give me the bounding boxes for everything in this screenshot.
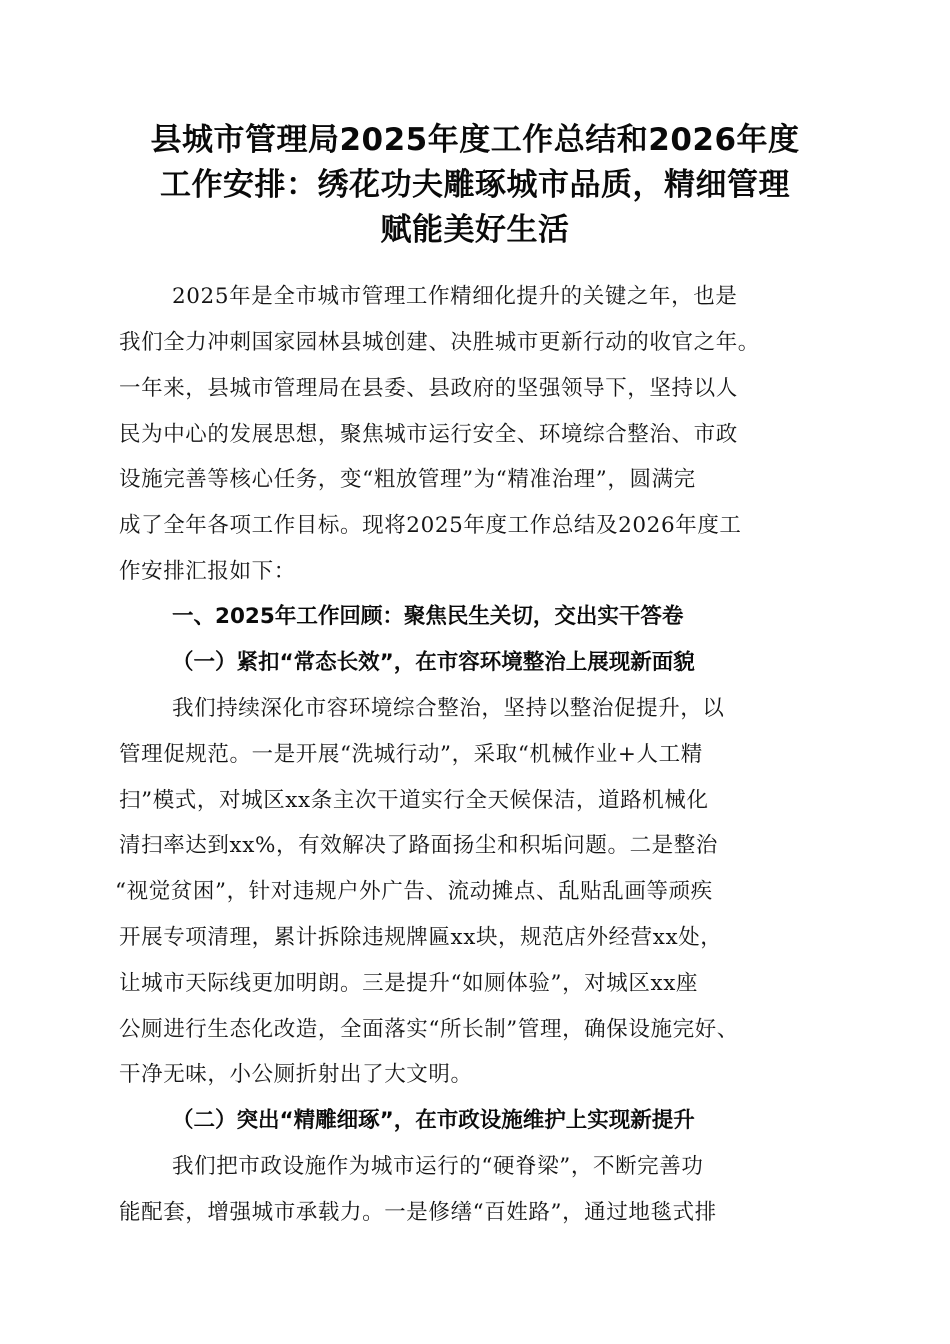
subsection-heading: （二）突出“精雕细琢”，在市政设施维护上实现新提升 [172, 1108, 695, 1133]
section-heading: 一、2025年工作回顾：聚焦民生关切，交出实干答卷 [172, 604, 684, 629]
subsection-heading: （一）紧扣“常态长效”，在市容环境整治上展现新面貌 [172, 650, 695, 675]
body-line: “视觉贫困”，针对违规户外广告、流动摊点、乱贴乱画等顽疾 [115, 879, 713, 904]
intro-line: 2025年是全市城市管理工作精细化提升的关键之年，也是 [172, 284, 738, 309]
body-line: 管理促规范。一是开展“洗城行动”，采取“机械作业+人工精 [119, 742, 703, 767]
intro-line: 一年来，县城市管理局在县委、县政府的坚强领导下，坚持以人 [119, 376, 738, 401]
title-line-1: 县城市管理局2025年度工作总结和2026年度 [150, 122, 800, 158]
intro-line: 作安排汇报如下： [119, 559, 296, 584]
document-title [100, 118, 850, 253]
body-line: 我们把市政设施作为城市运行的“硬脊梁”，不断完善功 [172, 1154, 704, 1179]
body-line: 公厕进行生态化改造，全面落实“所长制”管理，确保设施完好、 [119, 1017, 739, 1042]
intro-line: 我们全力冲刺国家园林县城创建、决胜城市更新行动的收官之年。 [119, 330, 760, 355]
title-line-2: 工作安排：绣花功夫雕琢城市品质，精细管理 [160, 167, 790, 203]
intro-line: 设施完善等核心任务，变“粗放管理”为“精准治理”，圆满完 [119, 467, 696, 492]
body-line: 扫”模式，对城区xx条主次干道实行全天候保洁，道路机械化 [119, 788, 709, 813]
intro-line: 成了全年各项工作目标。现将2025年度工作总结及2026年度工 [119, 513, 742, 538]
body-line: 干净无味，小公厕折射出了大文明。 [119, 1062, 473, 1087]
body-line: 让城市天际线更加明朗。三是提升“如厕体验”，对城区xx座 [119, 971, 699, 996]
intro-line: 民为中心的发展思想，聚焦城市运行安全、环境综合整治、市政 [119, 422, 738, 447]
body-line: 清扫率达到xx%，有效解决了路面扬尘和积垢问题。二是整治 [119, 833, 718, 858]
title-line-3: 赋能美好生活 [380, 212, 570, 248]
body-line: 能配套，增强城市承载力。一是修缮“百姓路”，通过地毯式排 [119, 1200, 717, 1225]
body-line: 我们持续深化市容环境综合整治，坚持以整治促提升，以 [172, 696, 725, 721]
body-line: 开展专项清理，累计拆除违规牌匾xx块，规范店外经营xx处， [119, 925, 723, 950]
